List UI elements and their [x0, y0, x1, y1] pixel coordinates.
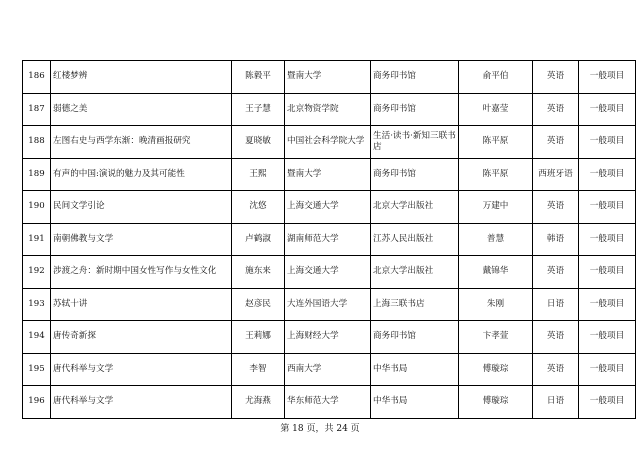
book-title: 涉渡之舟：新时期中国女性写作与女性文化: [51, 256, 232, 289]
table-body: [23, 61, 636, 419]
book-title: 民间文学引论: [51, 191, 232, 224]
target-language: 英语: [533, 353, 579, 386]
original-author: 普慧: [459, 223, 533, 256]
page-footer: 第 18 页，共 24 页: [280, 424, 360, 434]
applicant-name: 陈毅平: [232, 61, 285, 94]
applicant-unit: 暨南大学: [285, 61, 371, 94]
target-language: 日语: [533, 288, 579, 321]
applicant-name: 赵彦民: [232, 288, 285, 321]
target-language: 英语: [533, 126, 579, 159]
original-author: 傅璇琮: [459, 353, 533, 386]
table-row: [23, 158, 636, 191]
original-author: 卞孝萱: [459, 321, 533, 354]
original-author: 傅璇琮: [459, 386, 533, 419]
applicant-unit: 大连外国语大学: [285, 288, 371, 321]
publisher: 中华书局: [371, 386, 459, 419]
original-author: 陈平原: [459, 158, 533, 191]
table-row: [23, 191, 636, 224]
applicant-name: 尤海燕: [232, 386, 285, 419]
target-language: 英语: [533, 191, 579, 224]
target-language: 英语: [533, 61, 579, 94]
row-number: 188: [23, 126, 51, 159]
publisher: 商务印书馆: [371, 158, 459, 191]
original-author: 戴锦华: [459, 256, 533, 289]
target-language: 英语: [533, 93, 579, 126]
project-type: 一般项目: [579, 288, 636, 321]
row-number: 194: [23, 321, 51, 354]
applicant-unit: 上海财经大学: [285, 321, 371, 354]
original-author: 俞平伯: [459, 61, 533, 94]
target-language: 英语: [533, 256, 579, 289]
applicant-unit: 暨南大学: [285, 158, 371, 191]
applicant-name: 施东来: [232, 256, 285, 289]
row-number: 196: [23, 386, 51, 419]
applicant-name: 李智: [232, 353, 285, 386]
book-title: 红楼梦辨: [51, 61, 232, 94]
publisher: 上海三联书店: [371, 288, 459, 321]
book-title: 唐代科举与文学: [51, 353, 232, 386]
publisher: 北京大学出版社: [371, 256, 459, 289]
table-row: [23, 61, 636, 94]
publisher: 江苏人民出版社: [371, 223, 459, 256]
table-row: [23, 223, 636, 256]
table-row: [23, 353, 636, 386]
project-type: 一般项目: [579, 223, 636, 256]
target-language: 西班牙语: [533, 158, 579, 191]
target-language: 日语: [533, 386, 579, 419]
table-row: [23, 256, 636, 289]
row-number: 192: [23, 256, 51, 289]
original-author: 朱刚: [459, 288, 533, 321]
row-number: 186: [23, 61, 51, 94]
publisher: 中华书局: [371, 353, 459, 386]
project-type: 一般项目: [579, 386, 636, 419]
book-title: 弱德之美: [51, 93, 232, 126]
applicant-name: 卢鹤淑: [232, 223, 285, 256]
applicant-unit: 上海交通大学: [285, 191, 371, 224]
applicant-unit: 中国社会科学院大学: [285, 126, 371, 159]
applicant-unit: 西南大学: [285, 353, 371, 386]
book-title: 左图右史与西学东渐：晚清画报研究: [51, 126, 232, 159]
row-number: 195: [23, 353, 51, 386]
book-title: 苏轼十讲: [51, 288, 232, 321]
applicant-name: 王子慧: [232, 93, 285, 126]
row-number: 193: [23, 288, 51, 321]
book-title: 有声的中国:演说的魅力及其可能性: [51, 158, 232, 191]
book-title: 南朝佛教与文学: [51, 223, 232, 256]
project-type: 一般项目: [579, 191, 636, 224]
row-number: 187: [23, 93, 51, 126]
project-type: 一般项目: [579, 256, 636, 289]
applicant-unit: 上海交通大学: [285, 256, 371, 289]
publisher: 商务印书馆: [371, 61, 459, 94]
applicant-unit: 北京物资学院: [285, 93, 371, 126]
row-number: 190: [23, 191, 51, 224]
project-type: 一般项目: [579, 61, 636, 94]
project-type: 一般项目: [579, 353, 636, 386]
original-author: 叶嘉莹: [459, 93, 533, 126]
publisher: 商务印书馆: [371, 93, 459, 126]
publisher: 生活·读书·新知三联书店: [371, 126, 459, 159]
original-author: 万建中: [459, 191, 533, 224]
table-row: [23, 321, 636, 354]
book-title: 唐传奇新探: [51, 321, 232, 354]
table-row: [23, 126, 636, 159]
table-row: [23, 93, 636, 126]
project-table: [22, 60, 636, 419]
applicant-name: 王熙: [232, 158, 285, 191]
publisher: 北京大学出版社: [371, 191, 459, 224]
table-row: [23, 386, 636, 419]
applicant-unit: 湖南师范大学: [285, 223, 371, 256]
row-number: 189: [23, 158, 51, 191]
applicant-name: 夏晓敏: [232, 126, 285, 159]
applicant-name: 沈悠: [232, 191, 285, 224]
row-number: 191: [23, 223, 51, 256]
target-language: 英语: [533, 321, 579, 354]
applicant-unit: 华东师范大学: [285, 386, 371, 419]
publisher: 商务印书馆: [371, 321, 459, 354]
table-row: [23, 288, 636, 321]
book-title: 唐代科举与文学: [51, 386, 232, 419]
project-type: 一般项目: [579, 93, 636, 126]
project-type: 一般项目: [579, 321, 636, 354]
project-type: 一般项目: [579, 126, 636, 159]
original-author: 陈平原: [459, 126, 533, 159]
project-type: 一般项目: [579, 158, 636, 191]
applicant-name: 王莉娜: [232, 321, 285, 354]
target-language: 韩语: [533, 223, 579, 256]
